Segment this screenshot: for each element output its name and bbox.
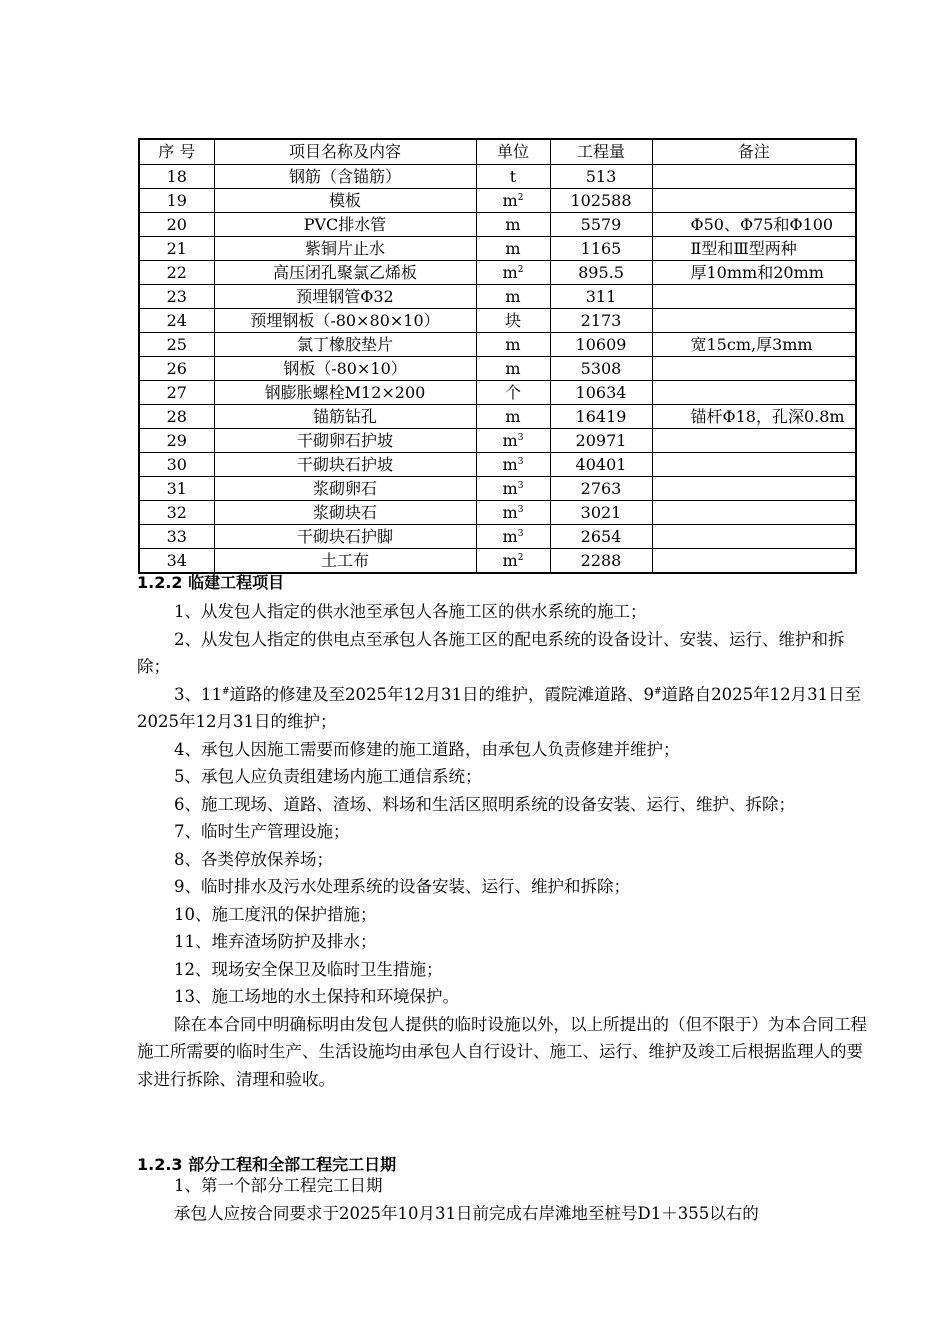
cell-unit [476, 309, 550, 333]
cell-name: 锚筋钻孔 [214, 405, 476, 429]
cell-qty: 1165 [550, 237, 652, 261]
unit-exponent: 3 [517, 528, 524, 539]
list-item: 1、从发包人指定的供水池至承包人各施工区的供水系统的施工； [174, 602, 647, 621]
section-heading-1-2-3: 1.2.3 部分工程和全部工程完工日期 [137, 1155, 397, 1174]
unit-exponent: 2 [517, 192, 524, 203]
list-item: 3、11#道路的修建及至2025年12月31日的维护，霞院滩道路、9#道路自2025年12月31日至2025年12月31日的维护； [137, 684, 862, 731]
unit-text: m [505, 286, 521, 306]
unit-text: t [509, 166, 517, 186]
header-note: 备注 [652, 139, 856, 165]
cell-qty: 20971 [550, 429, 652, 453]
cell-name: 浆砌卵石 [214, 477, 476, 501]
unit-text: m [505, 358, 521, 378]
cell-note [652, 285, 856, 309]
cell-note: 锚杆Φ18，孔深0.8m [652, 405, 856, 429]
cell-no: 31 [139, 477, 214, 501]
cell-note [652, 549, 856, 574]
list-item: 11、堆弃渣场防护及排水； [174, 932, 377, 951]
cell-name: 预埋钢板（-80×80×10） [214, 309, 476, 333]
cell-name: 模板 [214, 189, 476, 213]
table-body [139, 165, 856, 574]
cell-note: Φ50、Φ75和Φ100 [652, 213, 856, 237]
unit-text: m [502, 502, 518, 522]
table-row [139, 165, 856, 189]
table-row [139, 501, 856, 525]
unit-text: m [505, 334, 521, 354]
cell-name: 高压闭孔聚氯乙烯板 [214, 261, 476, 285]
table-row [139, 405, 856, 429]
cell-unit [476, 381, 550, 405]
cell-no: 21 [139, 237, 214, 261]
quantity-table [138, 138, 857, 574]
cell-unit [476, 333, 550, 357]
list-item: 4、承包人因施工需要而修建的施工道路，由承包人负责修建并维护； [174, 739, 680, 759]
cell-no: 23 [139, 285, 214, 309]
table-row [139, 525, 856, 549]
cell-qty: 10609 [550, 333, 652, 357]
cell-unit [476, 213, 550, 237]
table-row [139, 213, 856, 237]
cell-name: 氯丁橡胶垫片 [214, 333, 476, 357]
road-number-mark: # [654, 686, 662, 697]
list-item: 13、施工场地的水土保持和环境保护。 [174, 987, 459, 1006]
table-row [139, 357, 856, 381]
cell-name: 钢筋（含锚筋） [214, 165, 476, 189]
unit-exponent: 2 [517, 264, 524, 275]
cell-no: 25 [139, 333, 214, 357]
cell-qty: 5579 [550, 213, 652, 237]
unit-exponent: 3 [517, 480, 524, 491]
cell-no: 27 [139, 381, 214, 405]
cell-name: 紫铜片止水 [214, 237, 476, 261]
cell-name: 干砌块石护脚 [214, 525, 476, 549]
cell-qty: 2654 [550, 525, 652, 549]
cell-qty: 10634 [550, 381, 652, 405]
section-1-2-2-body [137, 598, 872, 1093]
section-heading-1-2-2: 1.2.2 临建工程项目 [137, 573, 285, 592]
cell-unit [476, 189, 550, 213]
list-item: 6、施工现场、道路、渣场、料场和生活区照明系统的设备安装、运行、维护、拆除； [174, 794, 795, 814]
table-row [139, 285, 856, 309]
table-row [139, 261, 856, 285]
unit-exponent: 3 [517, 432, 524, 443]
cell-unit [476, 237, 550, 261]
unit-exponent: 3 [517, 456, 524, 467]
table-row [139, 237, 856, 261]
section-1-2-3-body [137, 1172, 872, 1227]
table-row [139, 189, 856, 213]
unit-text: m [502, 454, 518, 474]
unit-text: m [502, 190, 518, 210]
cell-unit [476, 261, 550, 285]
cell-name: 干砌卵石护坡 [214, 429, 476, 453]
cell-unit [476, 285, 550, 309]
unit-text: m [502, 550, 518, 570]
unit-text: m [505, 406, 521, 426]
table-row [139, 477, 856, 501]
cell-unit [476, 429, 550, 453]
paragraph: 承包人应按合同要求于2025年10月31日前完成右岸滩地至桩号D1＋355以右的 [174, 1203, 759, 1223]
cell-qty: 3021 [550, 501, 652, 525]
cell-note [652, 189, 856, 213]
cell-note [652, 477, 856, 501]
cell-no: 18 [139, 165, 214, 189]
cell-name: 干砌块石护坡 [214, 453, 476, 477]
cell-note [652, 309, 856, 333]
cell-no: 22 [139, 261, 214, 285]
table-header-row [139, 139, 856, 165]
cell-qty: 16419 [550, 405, 652, 429]
cell-qty: 513 [550, 165, 652, 189]
cell-no: 29 [139, 429, 214, 453]
cell-note [652, 501, 856, 525]
header-qty: 工程量 [550, 139, 652, 165]
table-row [139, 381, 856, 405]
cell-name: PVC排水管 [214, 213, 476, 237]
road-number-mark: # [222, 686, 230, 697]
cell-no: 28 [139, 405, 214, 429]
cell-name: 钢膨胀螺栓M12×200 [214, 381, 476, 405]
cell-unit [476, 405, 550, 429]
cell-note: Ⅱ型和Ⅲ型两种 [652, 237, 856, 261]
cell-name: 预埋钢管Φ32 [214, 285, 476, 309]
cell-qty: 2173 [550, 309, 652, 333]
cell-no: 32 [139, 501, 214, 525]
cell-name: 浆砌块石 [214, 501, 476, 525]
cell-unit [476, 549, 550, 574]
cell-note [652, 381, 856, 405]
unit-text: 块 [504, 310, 521, 330]
unit-text: m [505, 214, 521, 234]
unit-text: m [502, 478, 518, 498]
cell-note [652, 525, 856, 549]
list-item: 9、临时排水及污水处理系统的设备安装、运行、维护和拆除； [174, 877, 630, 896]
cell-no: 19 [139, 189, 214, 213]
unit-text: m [502, 526, 518, 546]
unit-exponent: 3 [517, 504, 524, 515]
cell-no: 20 [139, 213, 214, 237]
cell-unit [476, 165, 550, 189]
table-row [139, 309, 856, 333]
list-item: 5、承包人应负责组建场内施工通信系统； [174, 767, 482, 786]
cell-name: 钢板（-80×10） [214, 357, 476, 381]
cell-qty: 895.5 [550, 261, 652, 285]
list-item: 8、各类停放保养场； [174, 849, 333, 869]
header-unit: 单位 [476, 139, 550, 165]
list-item: 2、从发包人指定的供电点至承包人各施工区的配电系统的设备设计、安装、运行、维护和拆除； [137, 629, 845, 676]
unit-text: m [505, 238, 521, 258]
cell-no: 24 [139, 309, 214, 333]
cell-note [652, 453, 856, 477]
cell-qty: 40401 [550, 453, 652, 477]
cell-unit [476, 525, 550, 549]
cell-no: 26 [139, 357, 214, 381]
unit-text: 个 [504, 382, 521, 402]
cell-no: 33 [139, 525, 214, 549]
cell-unit [476, 453, 550, 477]
unit-text: m [502, 262, 518, 282]
cell-unit [476, 477, 550, 501]
cell-qty: 102588 [550, 189, 652, 213]
list-item: 12、现场安全保卫及临时卫生措施； [174, 959, 443, 979]
unit-exponent: 2 [517, 552, 524, 563]
table-row [139, 453, 856, 477]
list-item: 7、临时生产管理设施； [174, 822, 350, 841]
header-no: 序 号 [139, 139, 214, 165]
unit-text: m [502, 430, 518, 450]
cell-note [652, 429, 856, 453]
cell-note [652, 357, 856, 381]
cell-qty: 5308 [550, 357, 652, 381]
header-name: 项目名称及内容 [214, 139, 476, 165]
subheading: 1、第一个部分工程完工日期 [174, 1176, 383, 1195]
cell-qty: 311 [550, 285, 652, 309]
cell-note: 宽15cm,厚3mm [652, 333, 856, 357]
cell-qty: 2288 [550, 549, 652, 574]
table-row [139, 429, 856, 453]
cell-qty: 2763 [550, 477, 652, 501]
cell-note: 厚10mm和20mm [652, 261, 856, 285]
table-row [139, 333, 856, 357]
closing-paragraph: 除在本合同中明确标明由发包人提供的临时设施以外，以上所提出的（但不限于）为本合同工程施工所需要的临时生产、生活设施均由承包人自行设计、施工、运行、维护及竣工后根据监理人的要求进行拆除、清理和验收。 [137, 1014, 867, 1089]
cell-name: 土工布 [214, 549, 476, 574]
list-item: 10、施工度汛的保护措施； [174, 904, 377, 924]
cell-note [652, 165, 856, 189]
cell-no: 34 [139, 549, 214, 574]
cell-no: 30 [139, 453, 214, 477]
cell-unit [476, 501, 550, 525]
cell-unit [476, 357, 550, 381]
